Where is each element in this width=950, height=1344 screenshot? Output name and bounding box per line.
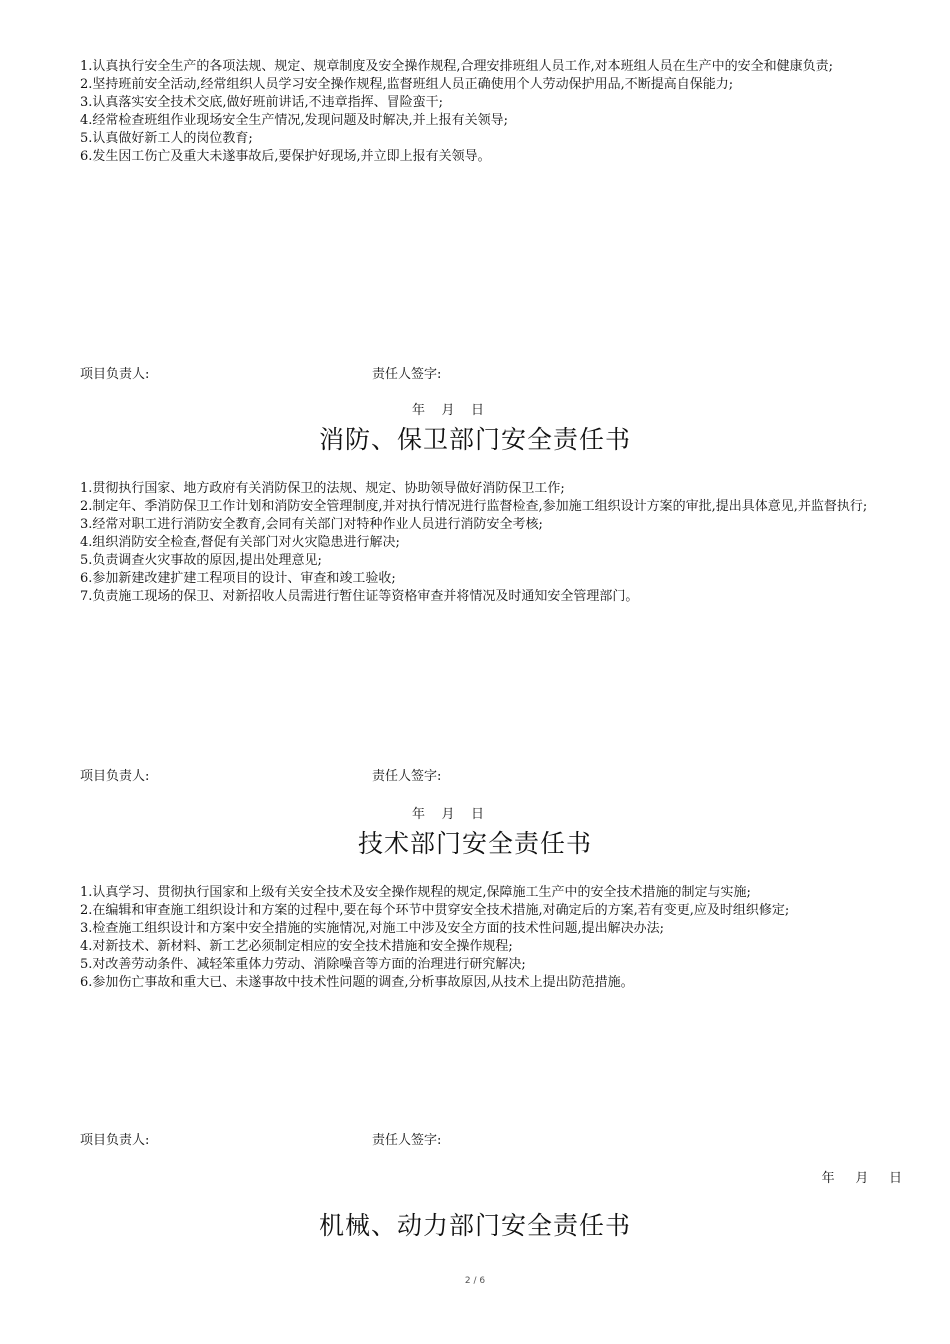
section3-title: 技术部门安全责任书 [357,829,592,858]
section3-body [48,884,904,992]
section2-body [48,480,904,606]
section2-item-6: 6.参加新建改建扩建工程项目的设计、审查和竣工验收; [80,571,396,586]
page-number: 2 / 6 [464,1276,486,1286]
section1-project-leader-label: 项目负责人: [80,367,150,382]
section4-title: 机械、动力部门安全责任书 [318,1211,631,1240]
section2-project-leader-label: 项目负责人: [80,769,150,784]
section1-item-2: 2.坚持班前安全活动,经常组织人员学习安全操作规程,监督班组人员正确使用个人劳动保护用品,不断提高自保能力; [80,77,734,92]
section2-item-4: 4.组织消防安全检查,督促有关部门对火灾隐患进行解决; [80,535,400,550]
section1-item-4: 4.经常检查班组作业现场安全生产情况,发现问题及时解决,并上报有关领导; [80,113,509,128]
section3-responsible-signature-label: 责任人签字: [372,1133,442,1148]
section1-item-1: 1.认真执行安全生产的各项法规、规定、规章制度及安全操作规程,合理安排班组人员工作,对本班组人员在生产中的安全和健康负责; [80,59,834,74]
section2-item-2: 2.制定年、季消防保卫工作计划和消防安全管理制度,并对执行情况进行监督检查,参加施工组织设计方案的审批,提出具体意见,并监督执行; [80,499,868,514]
section3-item-5: 5.对改善劳动条件、减轻笨重体力劳动、消除噪音等方面的治理进行研究解决; [80,957,526,972]
section1-item-6: 6.发生因工伤亡及重大未遂事故后,要保护好现场,并立即上报有关领导。 [80,149,491,164]
section3-item-1: 1.认真学习、贯彻执行国家和上级有关安全技术及安全操作规程的规定,保障施工生产中的安全技术措施的制定与实施; [80,885,751,900]
section3-item-2: 2.在编辑和审查施工组织设计和方案的过程中,要在每个环节中贯穿安全技术措施,对确定后的方案,若有变更,应及时组织修定; [80,903,790,918]
section3-date-label: 年 月 日 [821,1171,902,1186]
section1-item-3: 3.认真落实安全技术交底,做好班前讲话,不违章指挥、冒险蛮干; [80,95,444,110]
section2-item-5: 5.负责调查火灾事故的原因,提出处理意见; [80,553,322,568]
section1-responsible-signature-label: 责任人签字: [372,367,442,382]
section2-title: 消防、保卫部门安全责任书 [318,425,631,454]
section3-item-3: 3.检查施工组织设计和方案中安全措施的实施情况,对施工中涉及安全方面的技术性问题,提出解决办法; [80,921,665,936]
section2-item-7: 7.负责施工现场的保卫、对新招收人员需进行暂住证等资格审查并将情况及时通知安全管理部门。 [80,589,639,604]
section2-item-1: 1.贯彻执行国家、地方政府有关消防保卫的法规、规定、协助领导做好消防保卫工作; [80,481,565,496]
section2-date-label: 年 月 日 [412,807,485,822]
section3-project-leader-label: 项目负责人: [80,1133,150,1148]
section1-item-5: 5.认真做好新工人的岗位教育; [80,131,253,146]
section1-body [48,58,904,166]
section2-responsible-signature-label: 责任人签字: [372,769,442,784]
section2-item-3: 3.经常对职工进行消防安全教育,会同有关部门对特种作业人员进行消防安全考核; [80,517,543,532]
section3-item-4: 4.对新技术、新材料、新工艺必须制定相应的安全技术措施和安全操作规程; [80,939,513,954]
section1-date-label: 年 月 日 [412,403,485,418]
section3-item-6: 6.参加伤亡事故和重大已、未遂事故中技术性问题的调查,分析事故原因,从技术上提出防范措施。 [80,975,634,990]
